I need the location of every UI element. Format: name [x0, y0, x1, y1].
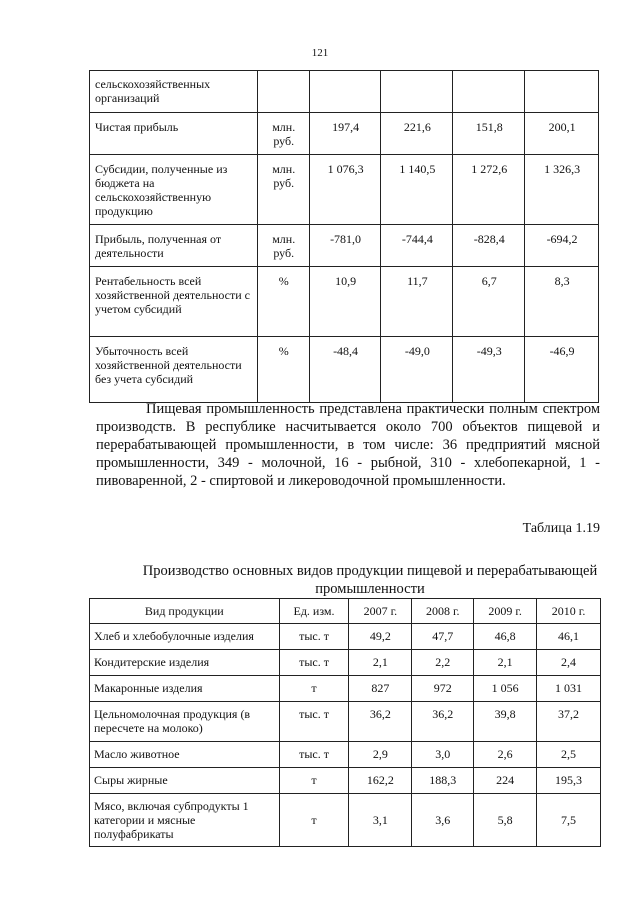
value-cell: 188,3: [412, 768, 474, 794]
table-row: [90, 624, 601, 650]
value-cell: 3,1: [349, 794, 412, 847]
value-cell: [453, 71, 525, 113]
table-row: [90, 337, 599, 403]
unit-cell: тыс. т: [279, 624, 349, 650]
table-row: [90, 702, 601, 742]
value-cell: 37,2: [537, 702, 601, 742]
product-cell: Сыры жирные: [90, 768, 280, 794]
value-cell: 39,8: [474, 702, 537, 742]
value-cell: 2,1: [349, 650, 412, 676]
value-cell: 221,6: [381, 113, 453, 155]
value-cell: 3,6: [412, 794, 474, 847]
value-cell: 827: [349, 676, 412, 702]
row-label: Убыточность всей хозяйственной деятельности без учета субсидий: [90, 337, 258, 403]
value-cell: 46,1: [537, 624, 601, 650]
column-header: Вид продукции: [90, 599, 280, 624]
value-cell: 8,3: [525, 267, 599, 337]
value-cell: [309, 71, 381, 113]
value-cell: -46,9: [525, 337, 599, 403]
value-cell: 195,3: [537, 768, 601, 794]
unit-cell: %: [257, 267, 309, 337]
value-cell: 46,8: [474, 624, 537, 650]
row-label: Чистая прибыль: [90, 113, 258, 155]
unit-cell: тыс. т: [279, 702, 349, 742]
table-row: [90, 676, 601, 702]
product-cell: Мясо, включая субпродукты 1 категории и мясные полуфабрикаты: [90, 794, 280, 847]
value-cell: -49,3: [453, 337, 525, 403]
unit-cell: [257, 71, 309, 113]
value-cell: [525, 71, 599, 113]
value-cell: 2,5: [537, 742, 601, 768]
value-cell: 6,7: [453, 267, 525, 337]
value-cell: 151,8: [453, 113, 525, 155]
value-cell: 2,2: [412, 650, 474, 676]
page-number: 121: [311, 47, 329, 59]
table-row: [90, 113, 599, 155]
table-row: [90, 742, 601, 768]
value-cell: 1 076,3: [309, 155, 381, 225]
unit-cell: млн. руб.: [257, 225, 309, 267]
value-cell: -48,4: [309, 337, 381, 403]
column-header: 2008 г.: [412, 599, 474, 624]
unit-cell: т: [279, 676, 349, 702]
value-cell: 1 031: [537, 676, 601, 702]
row-label: Субсидии, полученные из бюджета на сельскохозяйственную продукцию: [90, 155, 258, 225]
column-header: 2009 г.: [474, 599, 537, 624]
value-cell: 49,2: [349, 624, 412, 650]
unit-cell: %: [257, 337, 309, 403]
value-cell: 972: [412, 676, 474, 702]
product-cell: Масло животное: [90, 742, 280, 768]
unit-cell: млн. руб.: [257, 113, 309, 155]
row-label: Прибыль, полученная от деятельности: [90, 225, 258, 267]
table-row: [90, 155, 599, 225]
value-cell: 1 056: [474, 676, 537, 702]
value-cell: 5,8: [474, 794, 537, 847]
value-cell: 2,9: [349, 742, 412, 768]
unit-cell: т: [279, 768, 349, 794]
product-cell: Цельномолочная продукция (в пересчете на молоко): [90, 702, 280, 742]
table-row: [90, 267, 599, 337]
value-cell: -828,4: [453, 225, 525, 267]
product-cell: Макаронные изделия: [90, 676, 280, 702]
value-cell: 1 272,6: [453, 155, 525, 225]
column-header: 2010 г.: [537, 599, 601, 624]
table-row: [90, 650, 601, 676]
table-row: [90, 71, 599, 113]
value-cell: -781,0: [309, 225, 381, 267]
value-cell: 162,2: [349, 768, 412, 794]
column-header: Ед. изм.: [279, 599, 349, 624]
table-caption: Таблица 1.19: [522, 521, 600, 536]
unit-cell: тыс. т: [279, 742, 349, 768]
value-cell: 3,0: [412, 742, 474, 768]
value-cell: 2,4: [537, 650, 601, 676]
financial-indicators-table: [89, 70, 599, 403]
unit-cell: млн. руб.: [257, 155, 309, 225]
value-cell: 200,1: [525, 113, 599, 155]
table-row: [90, 225, 599, 267]
value-cell: 47,7: [412, 624, 474, 650]
unit-cell: т: [279, 794, 349, 847]
table-title: Производство основных видов продукции пищевой и перерабатывающей промышленности: [142, 563, 598, 597]
value-cell: 2,1: [474, 650, 537, 676]
value-cell: 7,5: [537, 794, 601, 847]
value-cell: 1 140,5: [381, 155, 453, 225]
value-cell: -744,4: [381, 225, 453, 267]
body-paragraph: Пищевая промышленность представлена практически полным спектром производств. В республике насчитывается около 700 объектов пищевой и перерабатывающей промышленности, в том числе: 36 предприятий мясной промышленности, 349 - молочной, 16 - рыбной, 310 - хлебопекарной, 1 - пивоваренной, 2 - спиртовой и ликероводочной промышленности.: [96, 401, 600, 489]
row-label: сельскохозяйственных организаций: [90, 71, 258, 113]
value-cell: -694,2: [525, 225, 599, 267]
table-row: [90, 794, 601, 847]
unit-cell: тыс. т: [279, 650, 349, 676]
value-cell: 2,6: [474, 742, 537, 768]
row-label: Рентабельность всей хозяйственной деятельности с учетом субсидий: [90, 267, 258, 337]
column-header: 2007 г.: [349, 599, 412, 624]
value-cell: [381, 71, 453, 113]
value-cell: 36,2: [349, 702, 412, 742]
value-cell: 224: [474, 768, 537, 794]
table-header-row: [90, 599, 601, 624]
value-cell: 11,7: [381, 267, 453, 337]
product-cell: Кондитерские изделия: [90, 650, 280, 676]
value-cell: 1 326,3: [525, 155, 599, 225]
value-cell: 36,2: [412, 702, 474, 742]
food-production-table: [89, 598, 601, 847]
product-cell: Хлеб и хлебобулочные изделия: [90, 624, 280, 650]
table-row: [90, 768, 601, 794]
value-cell: -49,0: [381, 337, 453, 403]
value-cell: 10,9: [309, 267, 381, 337]
value-cell: 197,4: [309, 113, 381, 155]
